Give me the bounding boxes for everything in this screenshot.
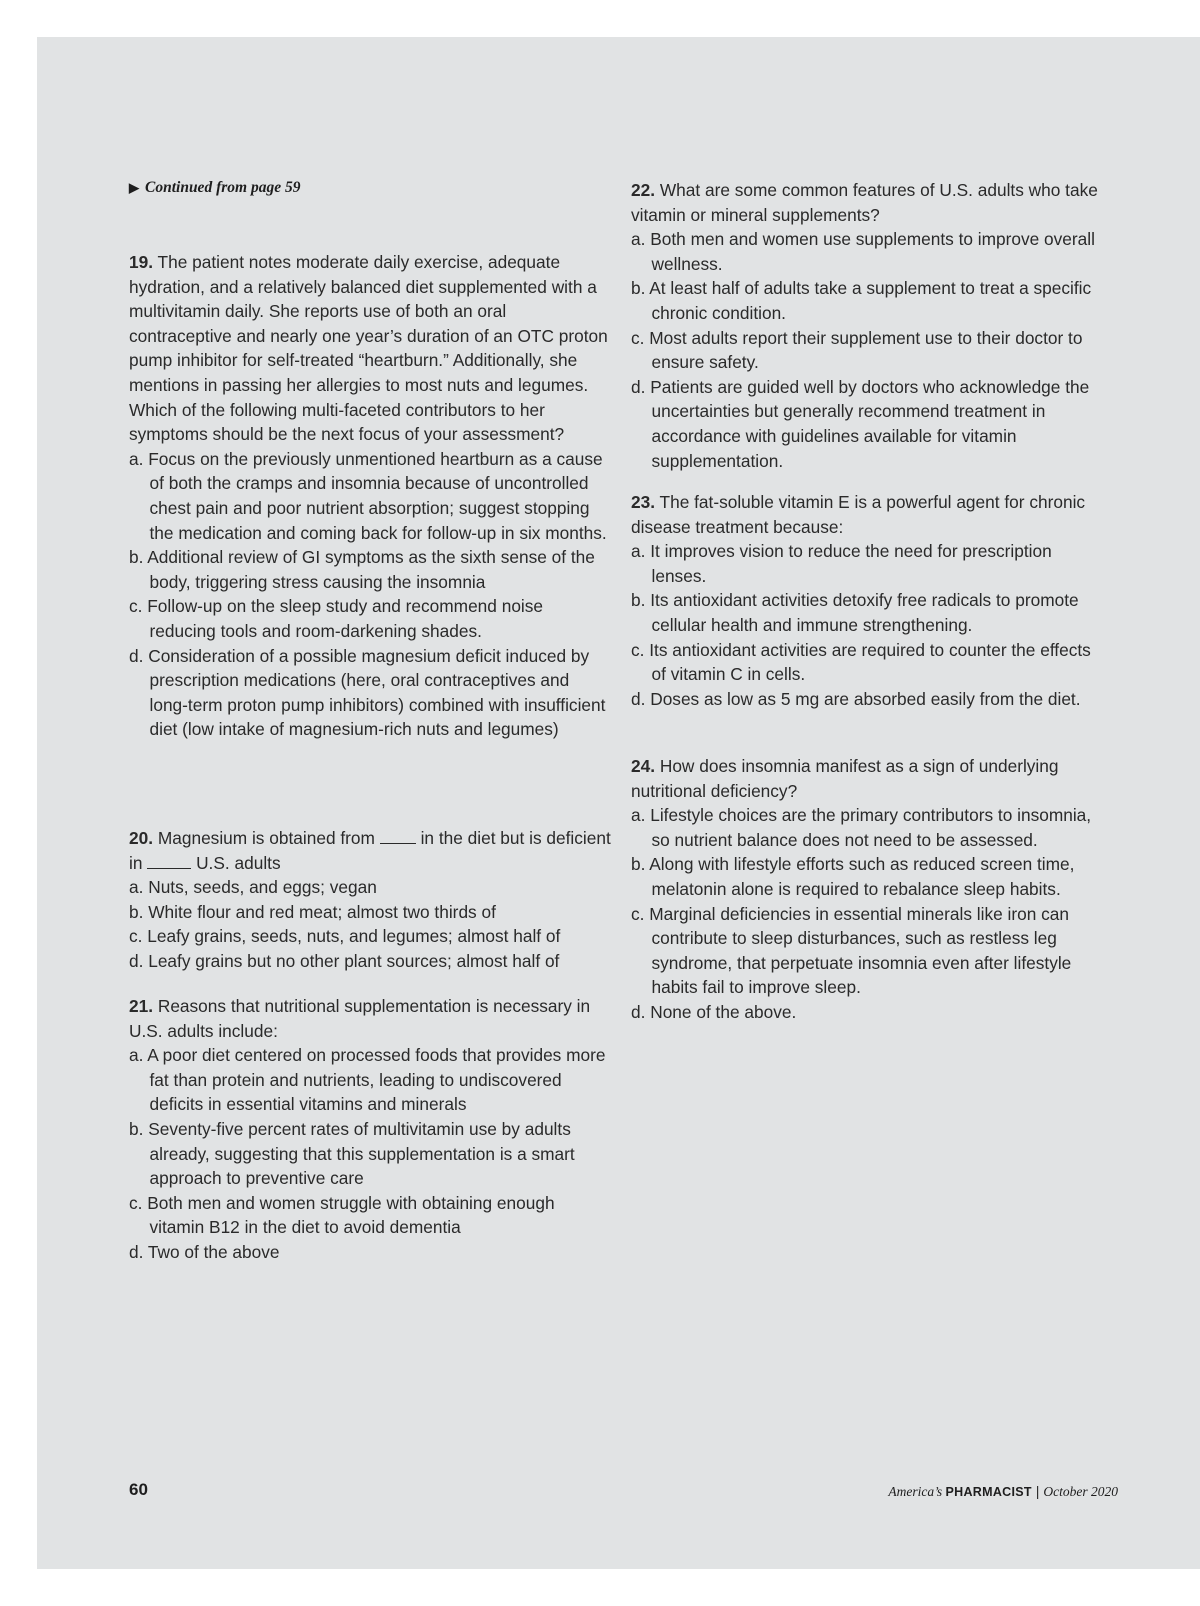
answer-option: a. Nuts, seeds, and eggs; vegan — [129, 877, 377, 898]
answer-option: a. Lifestyle choices are the primary contributors to insomnia, so nutrient balance does not need to be assessed. — [631, 805, 1092, 850]
answer-option: c. Both men and women struggle with obtaining enough vitamin B12 in the diet to avoid dementia — [129, 1192, 555, 1238]
answer-option: b. Additional review of GI symptoms as the sixth sense of the body, triggering stress causing the insomnia — [129, 547, 595, 592]
answer-option: d. None of the above. — [631, 1001, 797, 1022]
answer-option: d. Two of the above — [129, 1241, 280, 1262]
answer-options — [129, 1043, 611, 1264]
answer-option: c. Marginal deficiencies in essential minerals like iron can contribute to sleep disturbances, such as restless leg syndrome, that perpetuate insomnia even after lifestyle habits fail to improve sleep. — [631, 903, 1072, 998]
continued-text: Continued from page 59 — [145, 179, 301, 196]
publication-prefix: America’s — [888, 1484, 943, 1499]
question-text: How does insomnia manifest as a sign of underlying nutritional deficiency? — [631, 756, 1059, 801]
answer-option: b. Its antioxidant activities detoxify free radicals to promote cellular health and immune strengthening. — [631, 590, 1079, 635]
question-23 — [631, 490, 1103, 711]
answer-option: b. Along with lifestyle efforts such as reduced screen time, melatonin alone is required to rebalance sleep habits. — [631, 854, 1075, 899]
question-stem — [129, 826, 611, 875]
answer-options — [129, 447, 611, 742]
question-number: 23. — [631, 492, 656, 512]
question-stem — [631, 178, 1103, 227]
answer-options — [631, 539, 1103, 711]
answer-option: d. Patients are guided well by doctors who acknowledge the uncertainties but generally recommend treatment in accordance with guidelines available for vitamin supplementation. — [631, 376, 1090, 471]
answer-option: d. Doses as low as 5 mg are absorbed easily from the diet. — [631, 688, 1081, 709]
question-text: The fat-soluble vitamin E is a powerful agent for chronic disease treatment because: — [631, 492, 1086, 537]
question-22 — [631, 178, 1103, 473]
question-text-part2: in the diet but is deficient in — [129, 828, 611, 873]
fill-in-blank — [147, 854, 191, 869]
question-20 — [129, 826, 611, 974]
question-19 — [129, 250, 611, 742]
question-21 — [129, 994, 611, 1265]
answer-options — [631, 803, 1103, 1024]
question-number: 24. — [631, 756, 656, 776]
page — [37, 37, 1200, 1569]
answer-option: a. Focus on the previously unmentioned heartburn as a cause of both the cramps and insomnia because of uncontrolled chest pain and poor nutrient absorption; suggest stopping the medication and coming back for follow-up in six months. — [129, 448, 607, 543]
question-stem — [631, 754, 1103, 803]
footer-separator: | — [1035, 1484, 1040, 1499]
answer-option: c. Follow-up on the sleep study and recommend noise reducing tools and room-darkening shades. — [129, 596, 544, 641]
question-text: The patient notes moderate daily exercise, adequate hydration, and a relatively balanced diet supplemented with a multivitamin daily. She reports use of both an oral contraceptive and nearly one year’s duration of an OTC proton pump inhibitor for self-treated “heartburn.” Additionally, she mentions in passing her allergies to most nuts and legumes. Which of the following multi-faceted contributors to her symptoms should be the next focus of your assessment? — [129, 252, 608, 445]
question-stem — [631, 490, 1103, 539]
answer-options — [129, 875, 611, 973]
answer-option: c. Most adults report their supplement use to their doctor to ensure safety. — [631, 327, 1083, 373]
publication-footer — [888, 1484, 1118, 1500]
answer-option: c. Its antioxidant activities are required to counter the effects of vitamin C in cells. — [631, 639, 1091, 685]
page-number: 60 — [129, 1480, 148, 1499]
answer-option: a. It improves vision to reduce the need for prescription lenses. — [631, 541, 1052, 586]
answer-option: d. Consideration of a possible magnesium deficit induced by prescription medications (here, oral contraceptives and long-term proton pump inhibitors) combined with insufficient diet (low intake of magnesium-rich nuts and legumes) — [129, 645, 606, 740]
answer-options — [631, 227, 1103, 473]
issue-date: October 2020 — [1043, 1484, 1118, 1499]
answer-option: b. White flour and red meat; almost two thirds of — [129, 901, 496, 922]
publication-name: PHARMACIST — [945, 1485, 1032, 1499]
answer-option: b. Seventy-five percent rates of multivitamin use by adults already, suggesting that this supplementation is a smart approach to preventive care — [129, 1118, 575, 1189]
question-stem — [129, 994, 611, 1043]
answer-option: a. A poor diet centered on processed foods that provides more fat than protein and nutrients, leading to undiscovered deficits in essential vitamins and minerals — [129, 1045, 606, 1115]
continued-note — [129, 179, 300, 197]
triangle-right-icon: ▶ — [129, 180, 139, 195]
question-number: 19. — [129, 252, 154, 272]
answer-option: c. Leafy grains, seeds, nuts, and legumes; almost half of — [129, 926, 561, 947]
question-number: 20. — [129, 828, 154, 848]
question-number: 22. — [631, 180, 656, 200]
question-text: What are some common features of U.S. adults who take vitamin or mineral supplements? — [631, 180, 1098, 225]
question-text-part1: Magnesium is obtained from — [157, 828, 375, 848]
question-stem — [129, 250, 611, 447]
fill-in-blank — [380, 829, 416, 844]
question-number: 21. — [129, 996, 154, 1016]
answer-option: d. Leafy grains but no other plant sources; almost half of — [129, 950, 560, 971]
question-24 — [631, 754, 1103, 1025]
question-text-part3: U.S. adults — [196, 852, 281, 873]
answer-option: a. Both men and women use supplements to improve overall wellness. — [631, 229, 1095, 274]
answer-option: b. At least half of adults take a supplement to treat a specific chronic condition. — [631, 278, 1092, 323]
question-text: Reasons that nutritional supplementation is necessary in U.S. adults include: — [129, 996, 591, 1041]
